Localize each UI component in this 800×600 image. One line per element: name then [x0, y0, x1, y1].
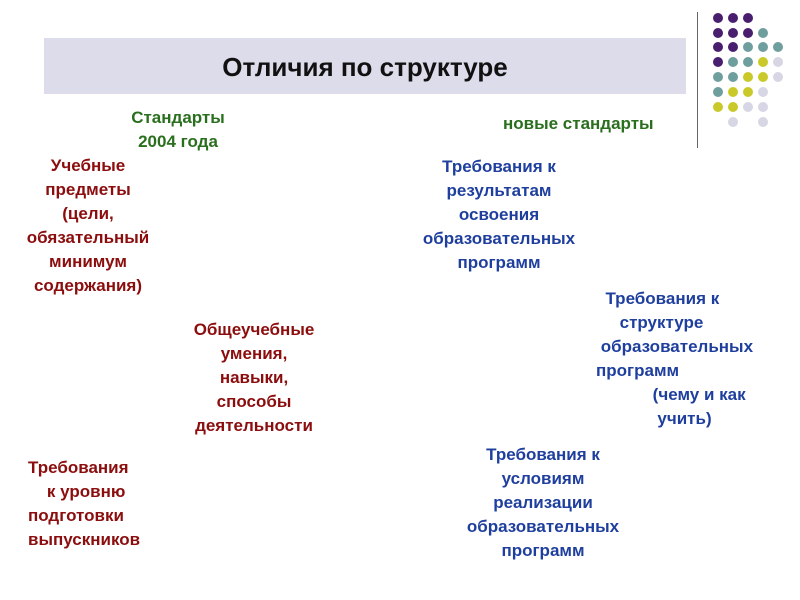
dot	[713, 72, 723, 82]
dot	[758, 102, 768, 112]
dot	[713, 57, 723, 67]
old-item-general-skills: Общеучебные умения, навыки, способы деятельности	[193, 320, 315, 435]
dot	[743, 13, 753, 23]
dot	[758, 117, 768, 127]
old-item-graduate-requirements: Требования к уровню подготовки выпускников	[28, 458, 141, 549]
dot	[758, 42, 768, 52]
dot	[713, 13, 723, 23]
vertical-divider	[697, 12, 698, 148]
dot	[758, 72, 768, 82]
slide-title: Отличия по структуре	[222, 52, 508, 82]
dot	[743, 72, 753, 82]
dot	[728, 42, 738, 52]
dot	[728, 102, 738, 112]
dot	[713, 102, 723, 112]
new-item-results-requirements: Требования к результатам освоения образовательных программ	[422, 157, 576, 272]
dot	[713, 42, 723, 52]
dot	[743, 87, 753, 97]
dot	[758, 57, 768, 67]
header-new-standards: новые стандарты	[503, 114, 654, 133]
dot	[743, 102, 753, 112]
dot	[743, 57, 753, 67]
dot	[743, 42, 753, 52]
title-bar	[44, 38, 686, 94]
new-item-structure-requirements: Требования к структуре образовательных программ (чему и как учить)	[596, 289, 754, 428]
dot	[728, 57, 738, 67]
header-old-standards: Стандарты 2004 года	[131, 108, 225, 151]
dot	[758, 28, 768, 38]
dot	[713, 87, 723, 97]
dot	[758, 87, 768, 97]
dot	[743, 28, 753, 38]
dot	[728, 28, 738, 38]
dot	[728, 87, 738, 97]
dot	[728, 117, 738, 127]
dot	[773, 42, 783, 52]
dot	[728, 72, 738, 82]
dot	[773, 57, 783, 67]
old-item-subjects: Учебные предметы (цели, обязательный минимум содержания)	[26, 156, 150, 295]
dot	[728, 13, 738, 23]
dot	[773, 72, 783, 82]
dot	[713, 28, 723, 38]
new-item-conditions-requirements: Требования к условиям реализации образовательных программ	[466, 445, 620, 560]
